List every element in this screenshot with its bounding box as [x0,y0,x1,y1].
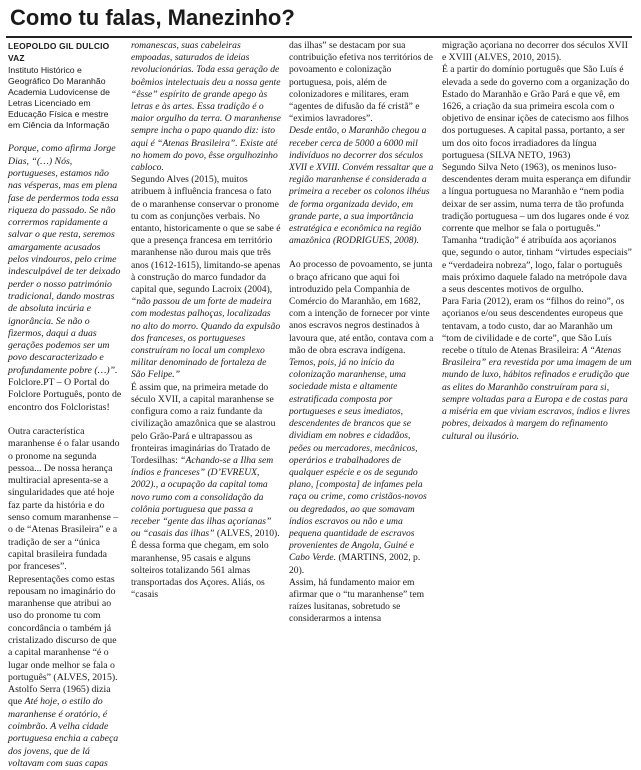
col2-paragraph-1 [131,174,281,381]
col1-paragraph-1: Outra característica maranhense é o falar usando o pronome na segunda pessoa... De nossa herança multiracial apresenta-se a singularidades que até hoje faz parte da história e do senso comum maranhense – o de “Atenas Brasileira” e a tradição de ser a “única capital brasileira fundada por franceses”. Representações como estas repousam no imaginário do maranhense que atribui ao uso do pronome tu com concordância o também já cristalizado discurso de que a capital maranhense “é o lugar onde melhor se fala o português” (ALVES, 2015). [8,425,120,683]
col2-p1-quote: “não passou de um forte de madeira com modestas palhoças, localizadas no alto do morro. Quando da expulsão dos franceses, os portugueses construíram no local um complexo militar denominado de fortaleza de São Felipe.” [131,296,281,381]
col1-p2-lead: Astolfo Serra (1965) dizia que [8,684,111,708]
col2-paragraph-2 [131,382,281,541]
column-4 [442,40,632,443]
col4-paragraph-3: Segundo Silva Neto (1963), os meninos luso-descendentes deram muita esperança em difundir a língua portuguesa no Maranhão e “nem podia deixar de ser assim, numa terra de tão profunda tradição portuguesa – um dos lugares onde é voz corrente que melhor se fala o português.” [442,162,631,235]
col2-p2-text: É assim que, na primeira metade do século XVII, a capital maranhense se configura como a raiz fundante da civilização amazônica que se alastrou pelo Grão-Pará e ultrapassou as fronteiras imaginárias do Tratado de Tordesilhas: [131,381,276,466]
epigraph-source: Folclore.PT – O Portal do Folclore Português, ponto de encontro dos Folcloristas! [8,377,122,413]
author-affiliation: Instituto Histórico e Geográfico Do Maranhão Academia Ludovicense de Letras Licenciado em Educação Física e mestre em Ciência da Informação [8,65,110,131]
col1-paragraph-2 [8,684,122,770]
col1-p2-quote: Até hoje, o estilo do maranhense é oratório, é coimbrão. A velha cidade portuguesa enchia a cabeça dos jovens, que de lá voltavam com suas capas [8,696,119,769]
col2-p1-text: Segundo Alves (2015), muitos atribuem à influência francesa o fato de o maranhense conservar o pronome tu com as conjunções verbais. No entanto, historicamente o que se sabe é que a presença francesa em território maranhense não durou mais que três anos (1612-1615), limitando-se apenas à construção do marco fundador da capital que, segundo Lacroix (2004), [131,174,281,296]
col3-paragraph-2: Desde então, o Maranhão chegou a receber cerca de 5000 a 6000 mil indivíduos no decorrer dos séculos XVII e XVIII. Convém ressaltar que a região maranhense é considerada a primeira a receber os colonos ilhéus de forma organizada devido, em grande parte, a sua importância estratégica e econômica na região amazônica (RODRIGUES, 2008). [289,125,434,247]
article-title: Como tu falas, Manezinho? [10,5,295,30]
col2-quote-cont: romanescas, suas cabeleiras empoadas, saturados de ideias revolucionárias. Toda essa geração de boêmios intelectuais deu a nossa gente “êsse” espírito de grande apego às letras e às artes. Essa tradição é o maior orgulho da terra. O maranhense sempre incha o papo quando diz: isto aqui é “Atenas Brasileira”. Existe até no homem do povo, êsse orgulhozinho cabloco. [131,40,281,174]
epigraph-quote: Porque, como afirma Jorge Dias, “(…) Nós, portugueses, estamos não nas vésperas, mas em plena fase de perdermos toda essa riqueza do passado. Se não corrermos rapidamente a salvar o que resta, seremos amargamente acusados pelos vindouros, pelo crime indesculpável de ter deixado perder o nosso património tradicional, dando mostras de absoluta incúria e ignorância. Se não o fizermos, daqui a duas gerações podemos ser um povo descaracterizado e profundamente pobre (…)”. [8,143,121,376]
col3-paragraph-3 [289,259,434,576]
col3-paragraph-1: das ilhas” se destacam por sua contribuição efetiva nos territórios de povoamento e colonização portuguesa, pois, além de colonizadores e militares, eram “agentes de difusão da fé cristã” e “eximios lavradores”. [289,40,433,125]
author-name: LEOPOLDO GIL DULCIO VAZ [8,41,110,64]
column-2 [131,40,281,601]
col3-p3-cite: (MARTINS, 2002, p. 20). [289,552,421,576]
col2-paragraph-3: É dessa forma que chegam, em solo maranhense, 95 casais e alguns solteiros totalizando 561 almas transportadas dos Açores. Aliás, os “casais [131,540,269,601]
col4-paragraph-2: É a partir do domínio português que São Luís é elevada a sede do governo com a organização do Estado do Maranhão e Grão Pará e que vê, em 1626, a criação da sua primeira escola com o objetivo de ensinar ições de catecismo aos filhos dos portugueses. A capital passa, portanto, a ser um dos oito focos irradiadores da língua portuguesa (SILVA NETO, 1963) [442,64,630,161]
col3-p3-text: Ao processo de povoamento, se junta o braço africano que aqui foi introduzido pela Companhia de Comércio do Maranhão, em 1682, com a intenção de fornecer por vinte anos escravos negros destinados à lavoura que, até então, contava com a mão de obra escrava indígena. [289,259,434,356]
col3-paragraph-4: Assim, há fundamento maior em afirmar que o “tu maranhense” tem raízes lusitanas, sobretudo se considerarmos a intensa [289,576,425,625]
col2-p2-quote: “Achando-se a Ilha sem índios e franceses” (D’EVREUX, 2002)., a ocupação da capital toma novo rumo com a consolidação da colônia portuguesa que passa a receber “gente das ilhas açorianas” ou “casais das ilhas” [131,454,274,540]
col4-p5-text: Para Faria (2012), eram os “filhos do reino”, os açorianos e/ou seus descendentes europeus que tentavam, a todo custo, dar ao Maranhão um “tom de civilidade e de corte”, que São Luís recebe o título de Atenas Brasileira: [442,296,625,357]
column-3 [289,40,434,626]
title-rule [6,36,632,38]
column-1 [8,40,122,770]
col4-paragraph-5 [442,296,632,442]
col2-p2-cite: (ALVES, 2010). [214,528,280,540]
col4-paragraph-1: migração açoriana no decorrer dos séculos XVII e XVIII (ALVES, 2010, 2015). [442,40,628,64]
col4-paragraph-4: Tamanha “tradição” é atribuída aos açorianos que, segundo o autor, tinham “virtudes especiais” e “verdadeira nobreza”, logo, falar o português mais próximo daquele falado na metrópole dava a seus descentes motivos de orgulho. [442,235,632,296]
col4-p5-quote: A “Atenas Brasileira” era revestida por uma imagem de um mundo de luxo, hábitos refinados e erudição que as elites do Maranhão construíram para si, sempre voltadas para a Europa e de costas para a miséria em que viviam escravos, índios e livres pobres, deixados à margem do refinamento cultural ou ilusório. [442,345,632,442]
col3-p3-quote: Temos, pois, já no início da colonização maranhense, uma sociedade mista e altamente estratificada composta por portugueses e seus imediatos, descendentes de brancos que se dividiam em nobres e cidadãos, peões ou mercadores, mecânicos, operários e trabalhadores de qualquer espécie e os de segundo plano, [composta] de infames pela raça ou crime, como cristãos-novos ou degredados, ao que somavam índios escravos ou não e uma pequena quantidade de escravos provenientes de Angola, Guiné e Cabo Verde. [289,357,427,564]
